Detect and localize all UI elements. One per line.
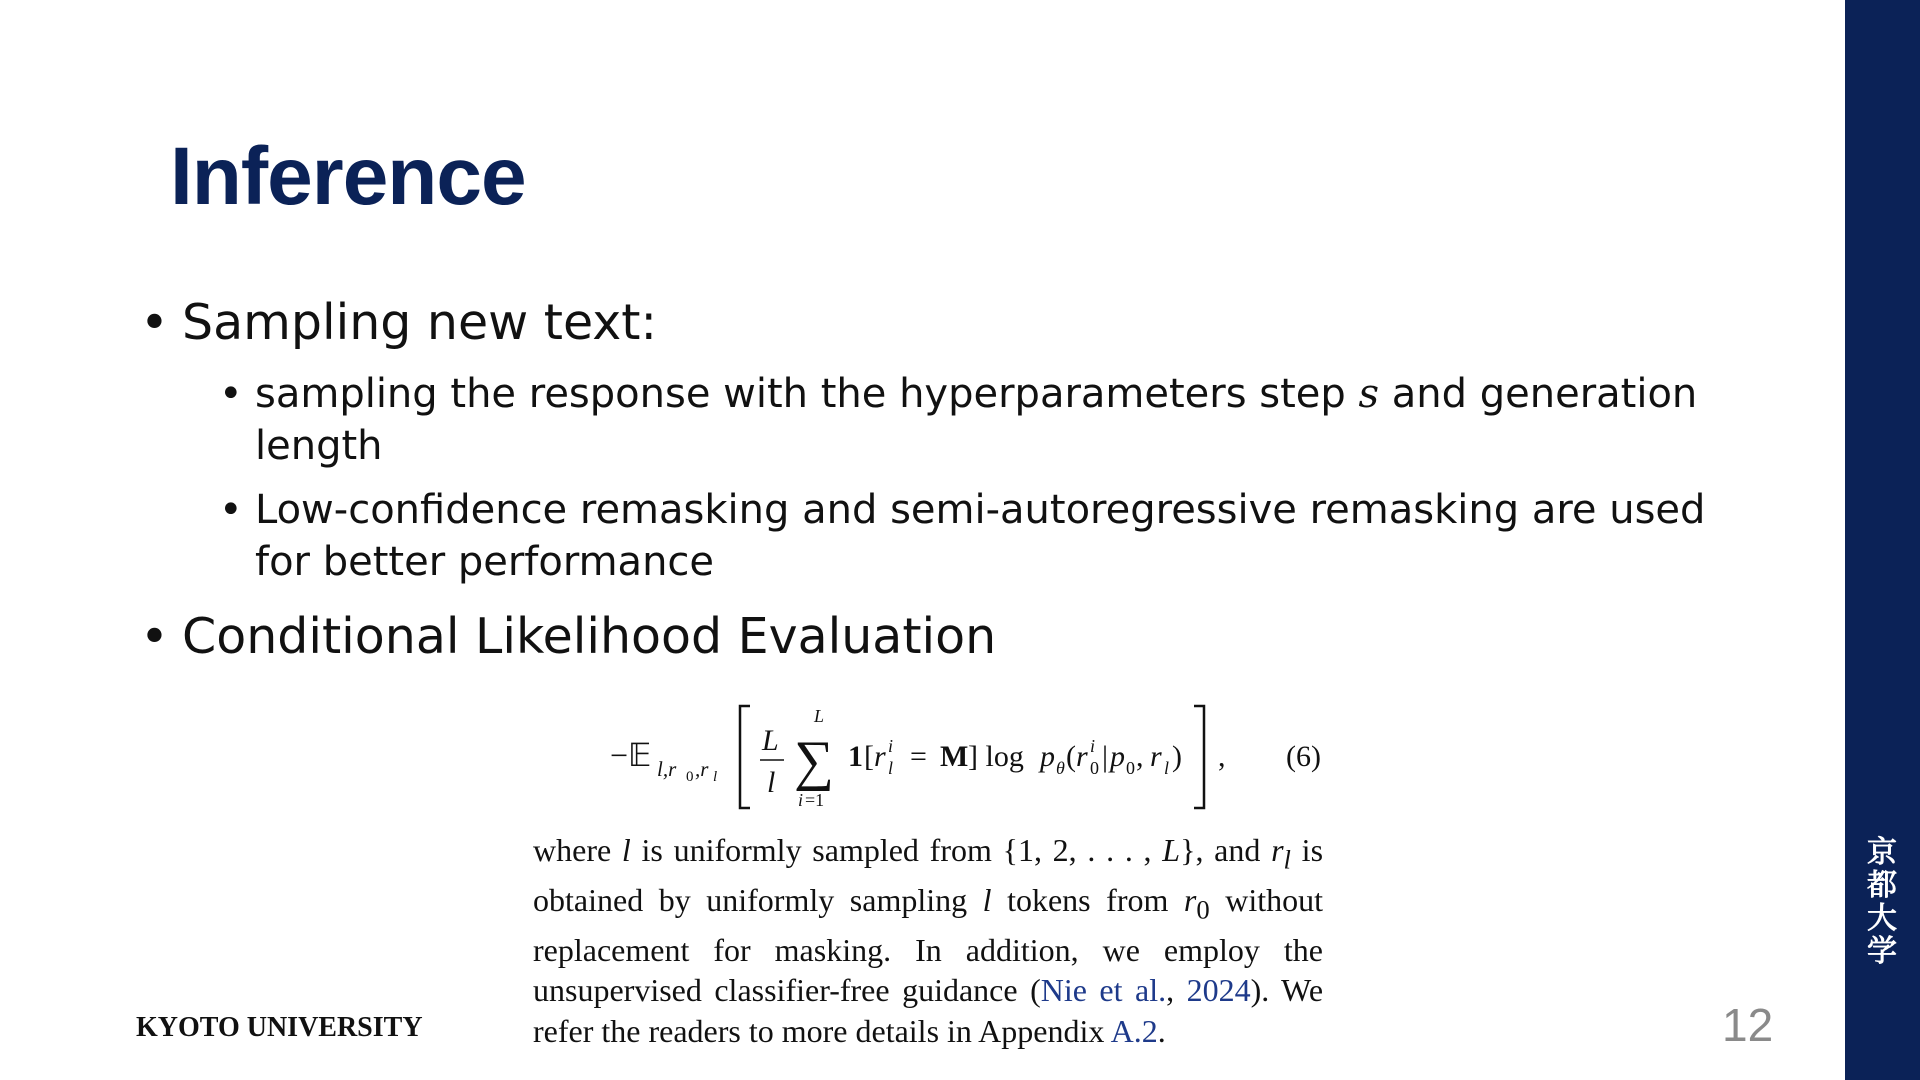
citation-link[interactable]: Nie et al. [1040, 972, 1167, 1009]
svg-text:|: | [1102, 740, 1109, 773]
bullet-list [140, 292, 1740, 668]
excerpt-text: ). We refer the readers to more details in Appendix [533, 972, 1324, 1049]
seal-char: 大 [1867, 901, 1897, 936]
seal-char: 都 [1867, 868, 1897, 903]
svg-text:θ: θ [1056, 758, 1065, 778]
excerpt-text: . [1157, 1012, 1166, 1049]
svg-text:M: M [940, 740, 969, 773]
svg-text:r: r [874, 740, 886, 773]
svg-text:i: i [1090, 736, 1096, 756]
sub-bullet-steps [255, 368, 1725, 472]
svg-text:−𝔼: −𝔼 [610, 737, 652, 773]
svg-text:l,r: l,r [657, 757, 677, 781]
math-subscript: l [1283, 844, 1291, 875]
svg-text:,: , [1136, 740, 1144, 773]
svg-text:p: p [1110, 740, 1125, 773]
svg-text:p: p [1040, 740, 1055, 773]
equation-6 [610, 700, 1330, 825]
math-var: r [1271, 832, 1284, 868]
excerpt-text: }, and [1180, 832, 1272, 868]
svg-text:[: [ [864, 740, 874, 773]
seal-char: 京 [1867, 835, 1897, 870]
svg-text:0: 0 [1126, 758, 1135, 778]
citation-year-link[interactable]: 2024 [1186, 972, 1251, 1009]
sub-bullet-text: and generation length [255, 371, 1698, 469]
svg-text:1: 1 [848, 740, 863, 773]
svg-text:l: l [888, 758, 894, 778]
svg-text:0: 0 [686, 769, 694, 785]
page-number: 12 [1722, 999, 1774, 1051]
excerpt-text: is uniformly sampled from {1, 2, . . . , [630, 832, 1163, 868]
svg-text:(: ( [1066, 740, 1076, 773]
step-variable: s [1358, 371, 1380, 417]
svg-text:L: L [762, 724, 779, 757]
bullet-likelihood: • Conditional Likelihood Evaluation [140, 606, 1740, 668]
math-subscript: 0 [1196, 894, 1210, 925]
appendix-link[interactable]: A.2 [1110, 1012, 1158, 1049]
svg-text:L: L [814, 706, 825, 726]
svg-text:i: i [798, 790, 804, 810]
excerpt-text: without replacement for masking. In addition, we employ the unsupervised classifier-free guidance ( [533, 881, 1324, 1009]
equation-formula [610, 700, 1330, 820]
slide-title: Inference [170, 131, 526, 222]
svg-text:,r: ,r [695, 757, 709, 781]
equation-number: (6) [1286, 740, 1321, 773]
math-var: L [1162, 832, 1181, 868]
svg-text:l: l [767, 766, 776, 799]
footer-logo-text: KYOTO UNIVERSITY [136, 1012, 423, 1043]
sub-bullet-text: sampling the response with the hyperparameters step [255, 371, 1359, 417]
bullet-sampling: • Sampling new text: [140, 292, 1740, 354]
math-var: l [982, 881, 992, 918]
svg-text:∑: ∑ [794, 730, 834, 792]
svg-text:r: r [1076, 740, 1088, 773]
svg-text:l: l [1164, 758, 1170, 778]
svg-text:0: 0 [1090, 758, 1099, 778]
excerpt-text: is obtained by uniformly sampling [533, 832, 1324, 918]
paper-excerpt [533, 830, 1323, 1051]
excerpt-text: , [1166, 972, 1187, 1009]
svg-text:i: i [888, 736, 894, 756]
seal-char: 学 [1867, 934, 1897, 969]
excerpt-text: tokens from [991, 881, 1184, 918]
svg-text:): ) [1172, 740, 1182, 773]
math-var: l [621, 832, 631, 868]
svg-text:=: = [910, 740, 927, 773]
excerpt-text: where [533, 832, 622, 868]
svg-text:r: r [1150, 740, 1162, 773]
kyoto-university-seal [1862, 836, 1902, 968]
svg-text:=1: =1 [805, 790, 825, 810]
math-var: r [1183, 881, 1197, 918]
svg-text:,: , [1218, 740, 1226, 773]
svg-text:l: l [713, 769, 718, 785]
sub-bullet-remasking: • Low-confidence remasking and semi-autoregressive remasking are used for better performance [255, 484, 1725, 588]
svg-text:] log: ] log [968, 740, 1024, 773]
